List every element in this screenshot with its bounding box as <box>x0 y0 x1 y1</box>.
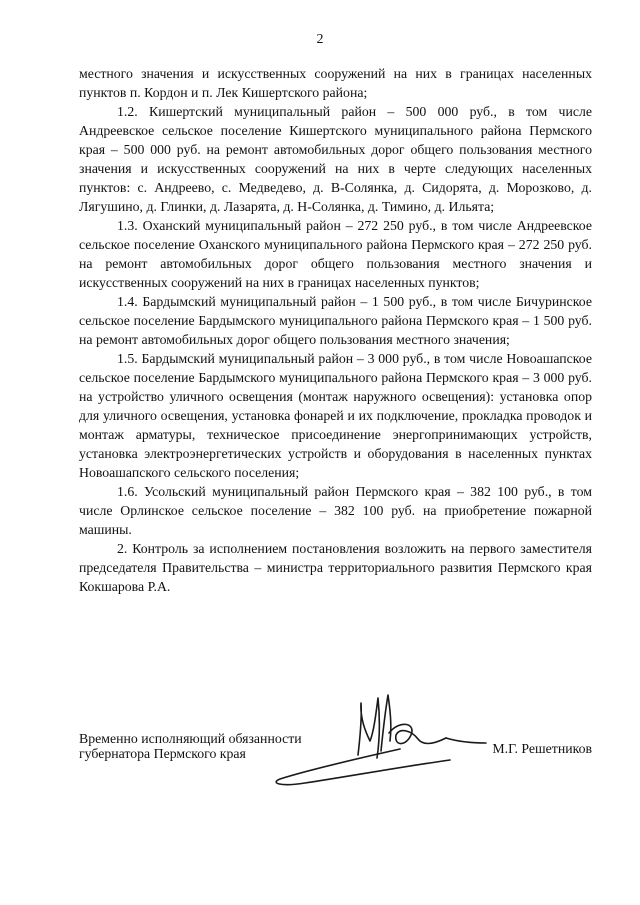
paragraph-1-4: 1.4. Бардымский муниципальный район – 1 500 руб., в том числе Бичуринское сельское поселение Бардымского муниципального района Пермского края – 1 500 руб. на ремонт автомобильных дорог общего пользования местного значения; <box>79 294 592 347</box>
signatory-title-line-2: губернатора Пермского края <box>79 746 246 761</box>
paragraph-1-3: 1.3. Оханский муниципальный район – 272 250 руб., в том числе Андреевское сельское поселение Оханского муниципального района Пермского края – 272 250 руб. на ремонт автомобильных дорог общего пользования местного значения и искусственных сооружений на них в границах населенных пунктов; <box>79 218 592 290</box>
paragraph-1-2: 1.2. Кишертский муниципальный район – 500 000 руб., в том числе Андреевское сельское поселение Кишертского муниципального района Пермского края – 500 000 руб. на ремонт автомобильных дорог общего пользования местного значения и искусственных сооружений на них в черте следующих населенных пунктов: с. Андреево, с. Медведево, д. В-Солянка, д. Сидорята, д. Морозково, д. Лягушино, д. Глинки, д. Лазарята, д. Н-Солянка, д. Тимино, д. Ильята; <box>79 104 592 214</box>
paragraph-1-6: 1.6. Усольский муниципальный район Пермского края – 382 100 руб., в том числе Орлинское сельское поселение – 382 100 руб. на приобретение пожарной машины. <box>79 484 592 537</box>
document-body <box>79 64 592 596</box>
signatory-title-line-1: Временно исполняющий обязанности <box>79 731 302 746</box>
paragraph-2: 2. Контроль за исполнением постановления возложить на первого заместителя председателя Правительства – министра территориального развития Пермского края Кокшарова Р.А. <box>79 541 592 594</box>
page-number: 2 <box>316 32 324 47</box>
signatory-name: М.Г. Решетников <box>492 741 592 756</box>
handwritten-signature <box>250 683 510 798</box>
paragraph-1-5: 1.5. Бардымский муниципальный район – 3 000 руб., в том числе Новоашапское сельское поселение Бардымского муниципального района Пермского края – 3 000 руб. на устройство уличного освещения (монтаж наружного освещения): установка опор для уличного освещения, установка фонарей и их подключение, прокладка проводок и монтаж арматуры, техническое присоединение энергопринимающих устройств, установка электроэнергетических устройств и оборудования в населенных пунктах Новоашапского сельского поселения; <box>79 351 592 480</box>
paragraph-continuation: местного значения и искусственных сооружений на них в границах населенных пунктов п. Кордон и п. Лек Кишертского района; <box>79 66 592 100</box>
